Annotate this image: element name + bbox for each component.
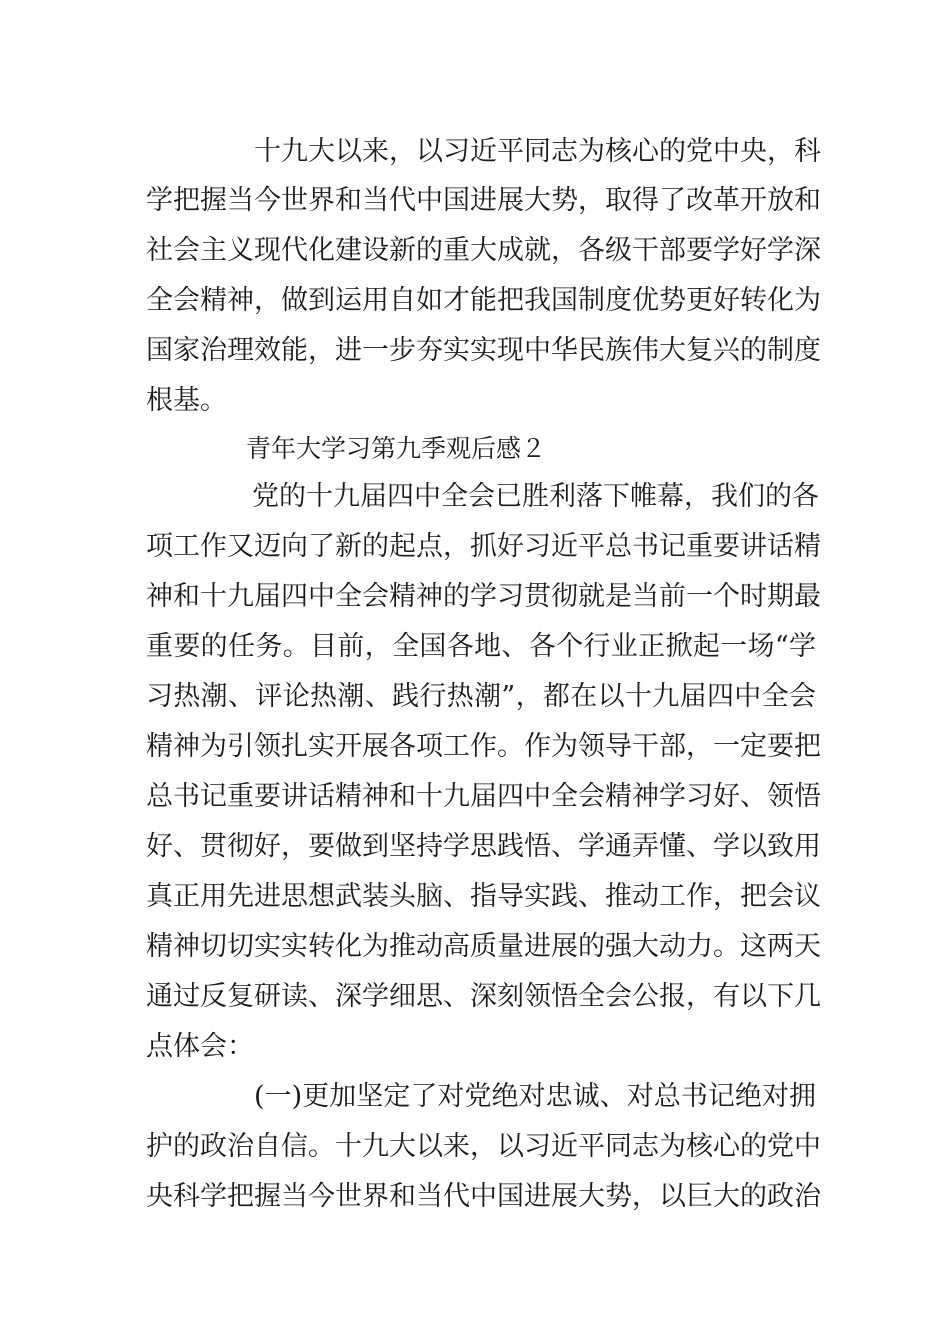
paragraph-3-line-2: 护的政治自信。十九大以来，以习近平同志为核心的党中: [146, 1131, 821, 1162]
paragraph-2-line-8: 好、贯彻好，要做到坚持学思践悟、学通弄懂、学以致用: [146, 831, 821, 862]
paragraph-2-line-4: 重要的任务。目前，全国各地、各个行业正掀起一场“学: [146, 631, 816, 662]
paragraph-2-line-12: 点体会：: [146, 1031, 254, 1062]
paragraph-3-line-1: (一)更加坚定了对党绝对忠诚、对总书记绝对拥: [254, 1081, 816, 1112]
paragraph-2-line-1: 党的十九届四中全会已胜利落下帷幕，我们的各: [252, 481, 819, 512]
paragraph-2-line-3: 神和十九届四中全会精神的学习贯彻就是当前一个时期最: [146, 581, 821, 612]
paragraph-2-line-5: 习热潮、评论热潮、践行热潮”，都在以十九届四中全会: [146, 681, 816, 712]
paragraph-1-line-3: 社会主义现代化建设新的重大成就，各级干部要学好学深: [146, 235, 821, 266]
paragraph-1-line-1: 十九大以来，以习近平同志为核心的党中央，科: [254, 136, 821, 167]
paragraph-2-line-9: 真正用先进思想武装头脑、指导实践、推动工作，把会议: [146, 881, 821, 912]
paragraph-1-line-4: 全会精神，做到运用自如才能把我国制度优势更好转化为: [146, 285, 821, 316]
paragraph-2-line-2: 项工作又迈向了新的起点，抓好习近平总书记重要讲话精: [146, 531, 821, 562]
paragraph-1-line-2: 学把握当今世界和当代中国进展大势，取得了改革开放和: [146, 185, 821, 216]
paragraph-2-line-7: 总书记重要讲话精神和十九届四中全会精神学习好、领悟: [146, 781, 821, 812]
paragraph-3-line-3: 央科学把握当今世界和当代中国进展大势，以巨大的政治: [146, 1181, 821, 1212]
paragraph-2-line-6: 精神为引领扎实开展各项工作。作为领导干部，一定要把: [146, 731, 821, 762]
paragraph-2-line-11: 通过反复研读、深学细思、深刻领悟全会公报，有以下几: [146, 981, 821, 1012]
paragraph-1-line-6: 根基。: [146, 385, 227, 416]
paragraph-1-line-5: 国家治理效能，进一步夯实实现中华民族伟大复兴的制度: [146, 335, 821, 366]
paragraph-2-line-10: 精神切切实实转化为推动高质量进展的强大动力。这两天: [146, 931, 821, 962]
section-heading: 青年大学习第九季观后感２: [246, 434, 547, 463]
